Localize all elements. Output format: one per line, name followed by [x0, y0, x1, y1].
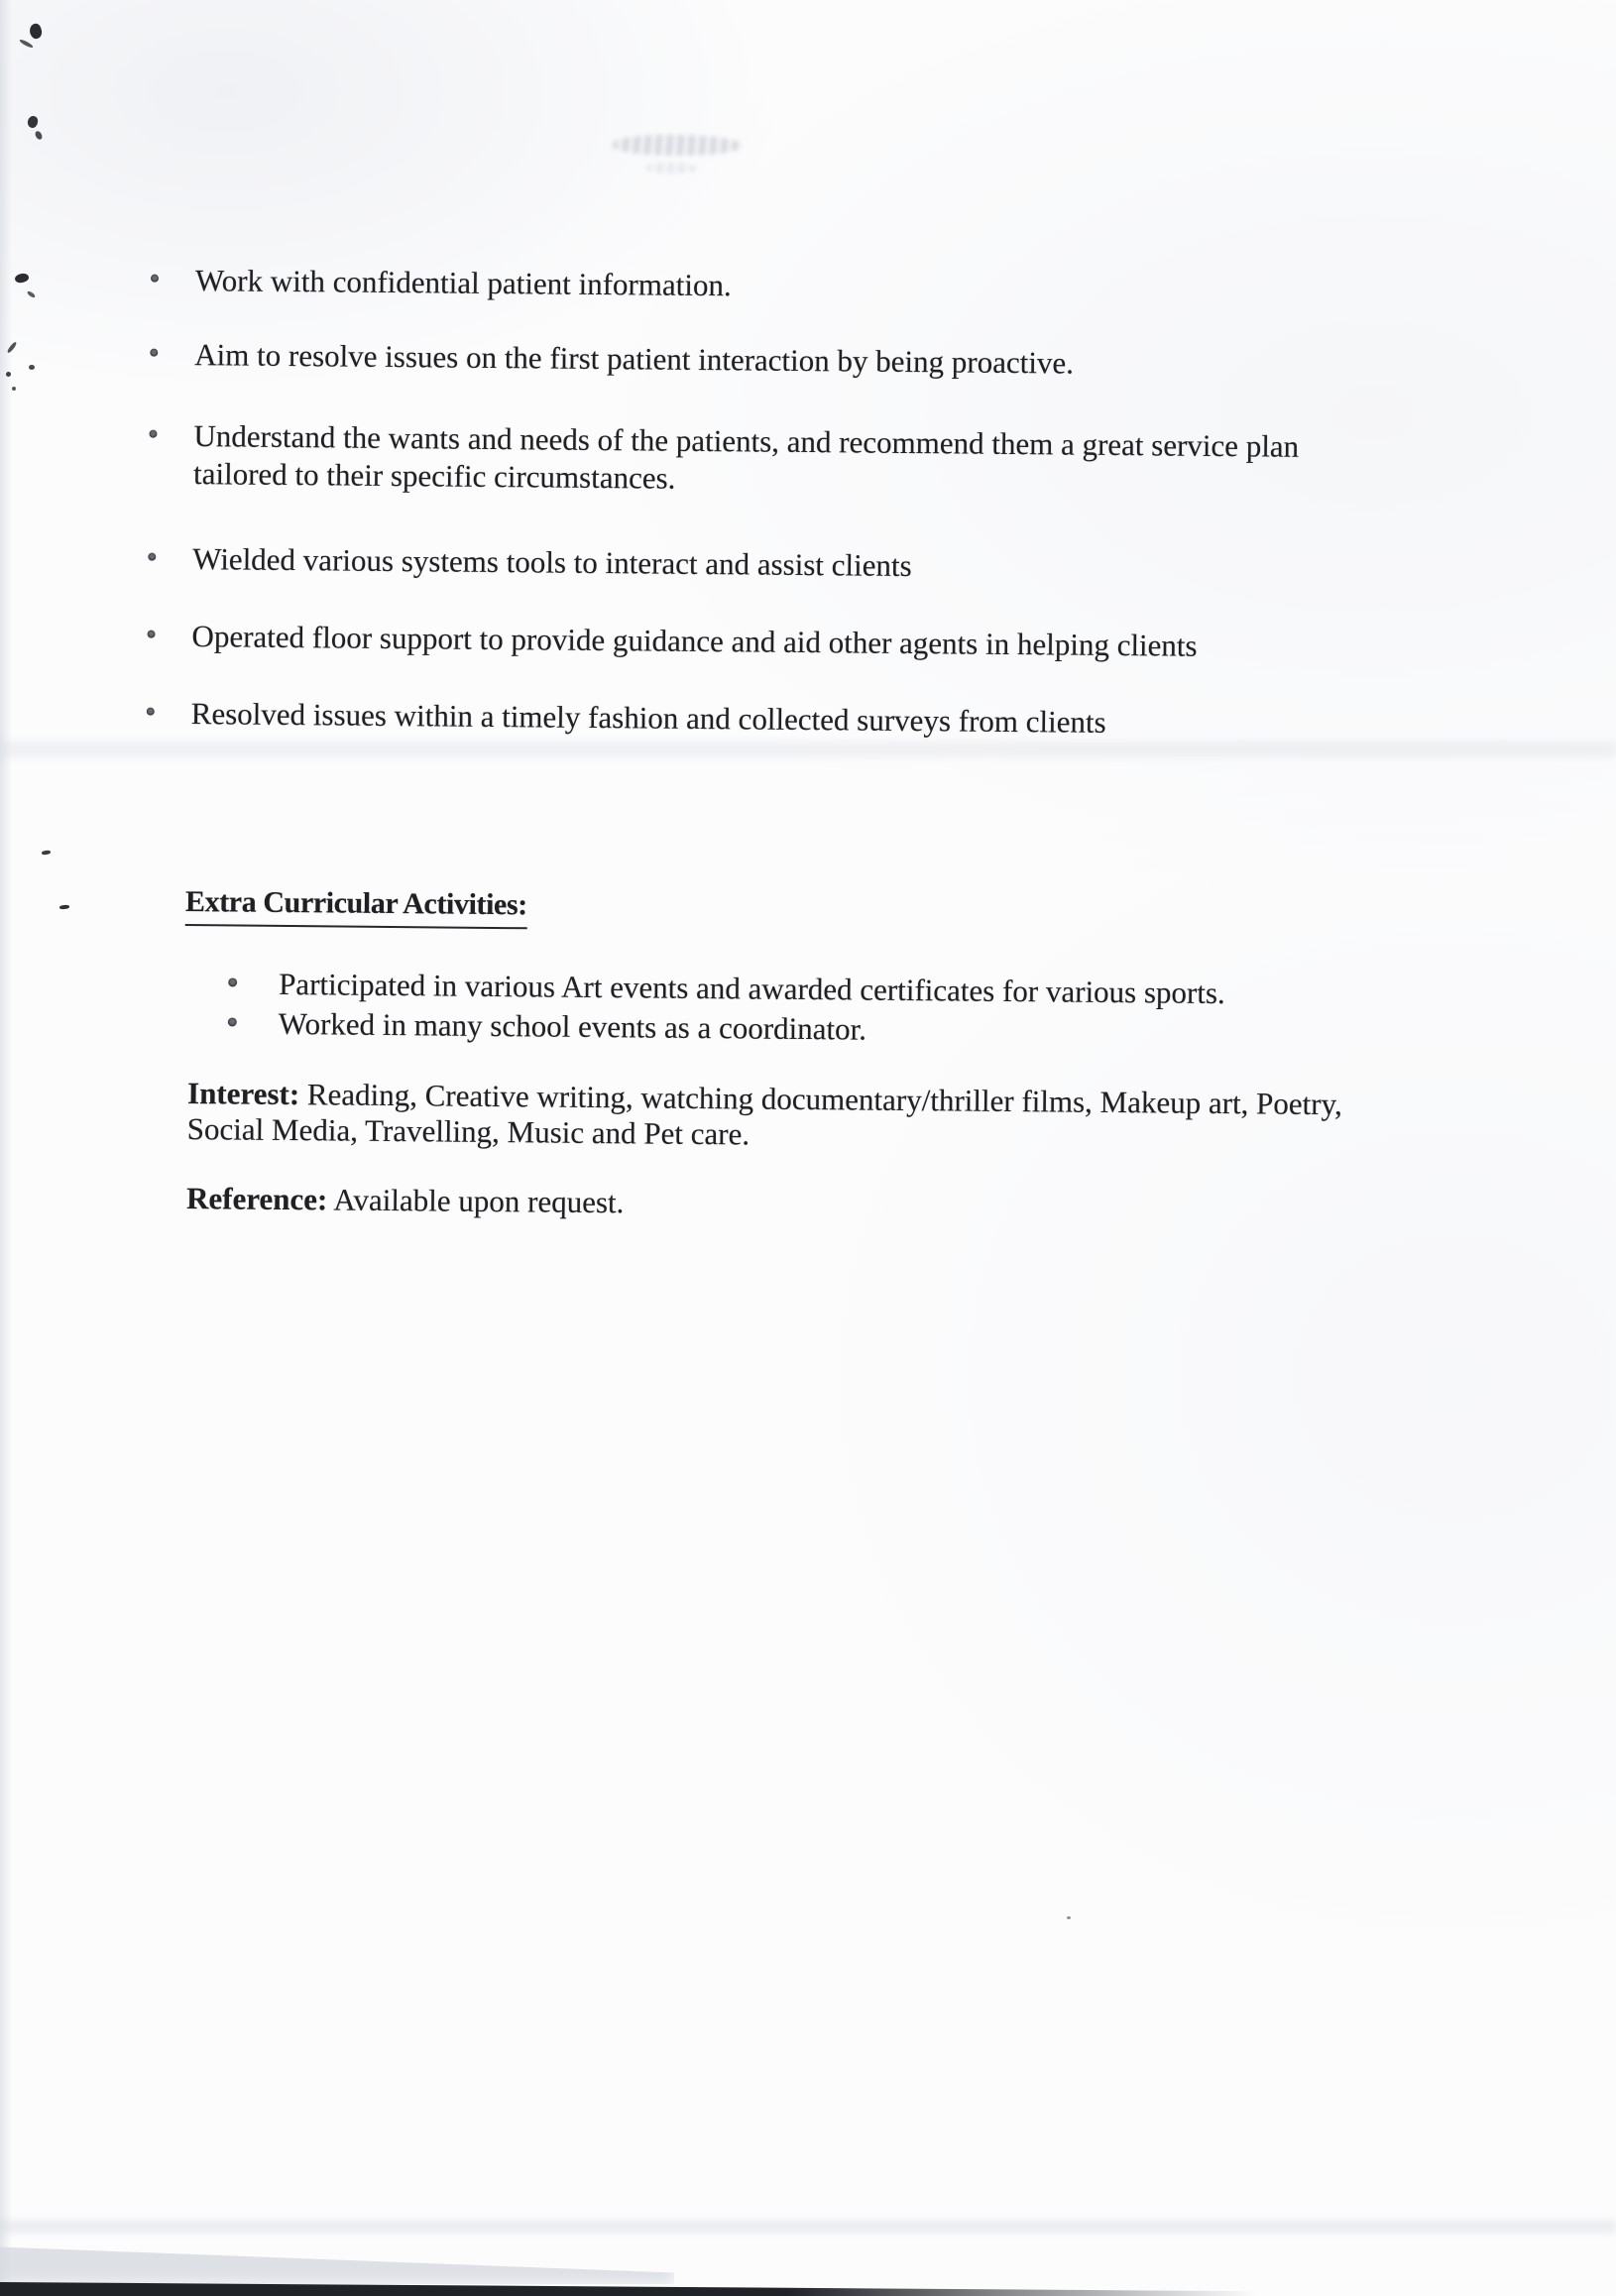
reference-label: Reference: [185, 1181, 328, 1217]
bullet-dot-icon [151, 275, 159, 283]
duty-bullet-item [149, 417, 1299, 504]
duty-bullet-item [147, 695, 1106, 742]
bullet-dot-icon [150, 349, 158, 357]
interest-list-part1: Reading, Creative writing, watching documentary/thriller films, Makeup art, Poetry, [298, 1077, 1342, 1122]
duty-text: Resolved issues within a timely fashion and collected surveys from clients [190, 696, 1106, 740]
duty-text: Work with confidential patient information. [194, 263, 732, 303]
bullet-dot-icon [148, 631, 156, 638]
bullet-dot-icon [148, 553, 156, 561]
duty-bullet-item [147, 618, 1197, 665]
interest-line-2: Social Media, Travelling, Music and Pet care. [186, 1111, 750, 1152]
reference-paragraph [186, 1181, 625, 1220]
interest-label: Interest: [186, 1076, 300, 1112]
bullet-dot-icon [149, 430, 157, 438]
extra-curricular-text: Worked in many school events as a coordinator. [278, 1005, 867, 1047]
duty-text: Aim to resolve issues on the first patient interaction by being proactive. [194, 337, 1075, 381]
duty-text: Operated floor support to provide guidance and aid other agents in helping clients [191, 619, 1198, 663]
section-heading-extra-curricular-activities: Extra Curricular Activities: [185, 883, 527, 929]
bullet-dot-icon [228, 1017, 237, 1026]
bullet-dot-icon [228, 977, 237, 986]
duty-text: Wielded various systems tools to interact and assist clients [192, 541, 912, 584]
duty-text-line2: tailored to their specific circumstances. [192, 456, 676, 496]
duty-text-line1: Understand the wants and needs of the patients, and recommend them a great service plan [193, 418, 1300, 464]
extra-curricular-bullet-item [228, 1004, 867, 1048]
interest-paragraph [187, 1076, 1342, 1158]
duty-bullet-item [151, 262, 732, 305]
bullet-dot-icon [147, 708, 155, 716]
duty-bullet-item [148, 540, 912, 585]
duty-bullet-item [150, 336, 1074, 383]
extra-curricular-text: Participated in various Art events and awarded certificates for various sports. [278, 966, 1225, 1011]
reference-text: Available upon request. [327, 1182, 625, 1220]
